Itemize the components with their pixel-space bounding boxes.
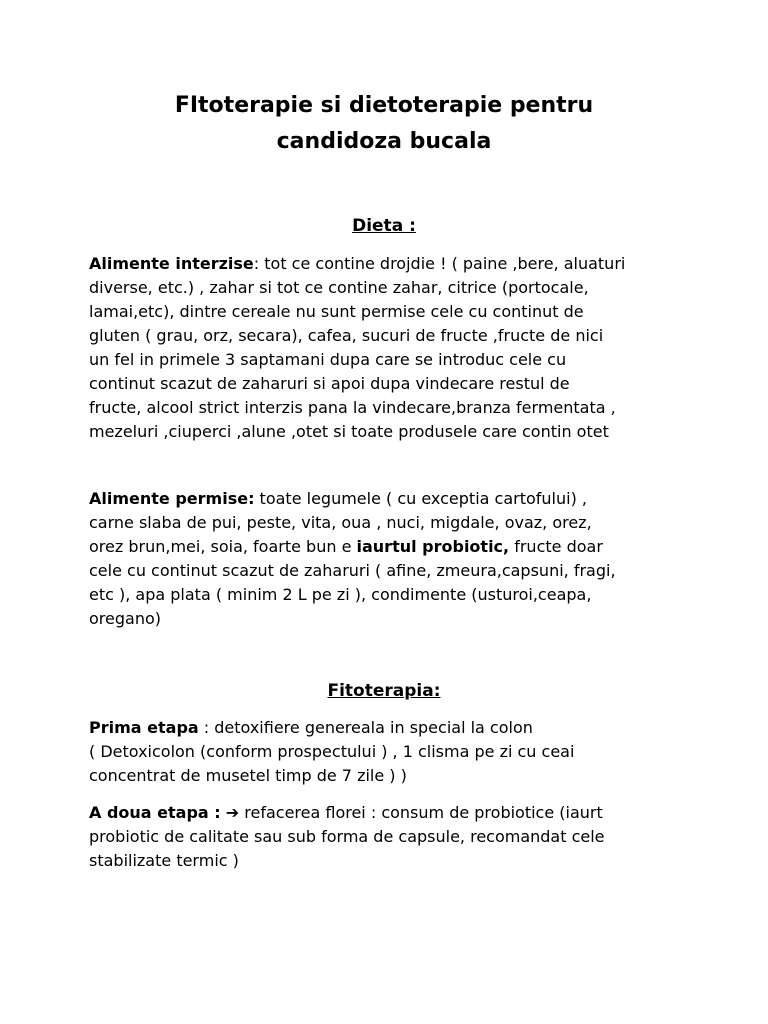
permise-line-3: orez brun,mei, soia, foarte bun e iaurtul probiotic, fructe doar [89, 537, 603, 556]
adoua-etapa-paragraph [89, 801, 709, 873]
title-line-1: FItoterapie si dietoterapie pentru [174, 93, 594, 118]
dieta-heading: Dieta : [352, 216, 416, 236]
adoua-line-2: probiotic de calitate sau sub forma de capsule, recomandat cele [89, 827, 605, 846]
arrow-right-icon: ➔ [225, 803, 240, 822]
prima-etapa-label: Prima etapa [89, 718, 199, 737]
adoua-line-1: A doua etapa : ➔ refacerea florei : consum de probiotice (iaurt [89, 803, 603, 822]
interzise-line-6: continut scazut de zaharuri si apoi dupa vindecare restul de [89, 374, 570, 393]
iaurt-probiotic-bold: iaurtul probiotic, [356, 537, 510, 556]
interzise-line-8: mezeluri ,ciuperci ,alune ,otet si toate produsele care contin otet [89, 422, 609, 441]
title-line-2: candidoza bucala [276, 129, 492, 154]
adoua-etapa-label: A doua etapa : [89, 803, 221, 822]
permise-line-6: oregano) [89, 609, 161, 628]
permise-line-1: Alimente permise: toate legumele ( cu exceptia cartofului) , [89, 489, 587, 508]
permise-paragraph [89, 487, 709, 631]
document-title [0, 88, 768, 160]
interzise-line-7: fructe, alcool strict interzis pana la vindecare,branza fermentata , [89, 398, 616, 417]
adoua-line-3: stabilizate termic ) [89, 851, 239, 870]
prima-line-1: Prima etapa : detoxifiere genereala in special la colon [89, 718, 533, 737]
permise-label: Alimente permise: [89, 489, 255, 508]
fitoterapia-heading: Fitoterapia: [327, 681, 441, 701]
prima-line-3: concentrat de musetel timp de 7 zile ) ) [89, 766, 407, 785]
permise-line-5: etc ), apa plata ( minim 2 L pe zi ), condimente (usturoi,ceapa, [89, 585, 592, 604]
prima-line-2: ( Detoxicolon (conform prospectului ) , 1 clisma pe zi cu ceai [89, 742, 575, 761]
interzise-label: Alimente interzise [89, 254, 254, 273]
interzise-line-1: Alimente interzise: tot ce contine drojdie ! ( paine ,bere, aluaturi [89, 254, 626, 273]
interzise-line-4: gluten ( grau, orz, secara), cafea, sucuri de fructe ,fructe de nici [89, 326, 604, 345]
interzise-line-2: diverse, etc.) , zahar si tot ce contine zahar, citrice (portocale, [89, 278, 589, 297]
interzise-paragraph [89, 252, 709, 444]
interzise-line-5: un fel in primele 3 saptamani dupa care se introduc cele cu [89, 350, 567, 369]
permise-line-2: carne slaba de pui, peste, vita, oua , nuci, migdale, ovaz, orez, [89, 513, 592, 532]
prima-etapa-paragraph [89, 716, 709, 788]
interzise-line-3: lamai,etc), dintre cereale nu sunt permise cele cu continut de [89, 302, 584, 321]
permise-line-4: cele cu continut scazut de zaharuri ( afine, zmeura,capsuni, fragi, [89, 561, 616, 580]
